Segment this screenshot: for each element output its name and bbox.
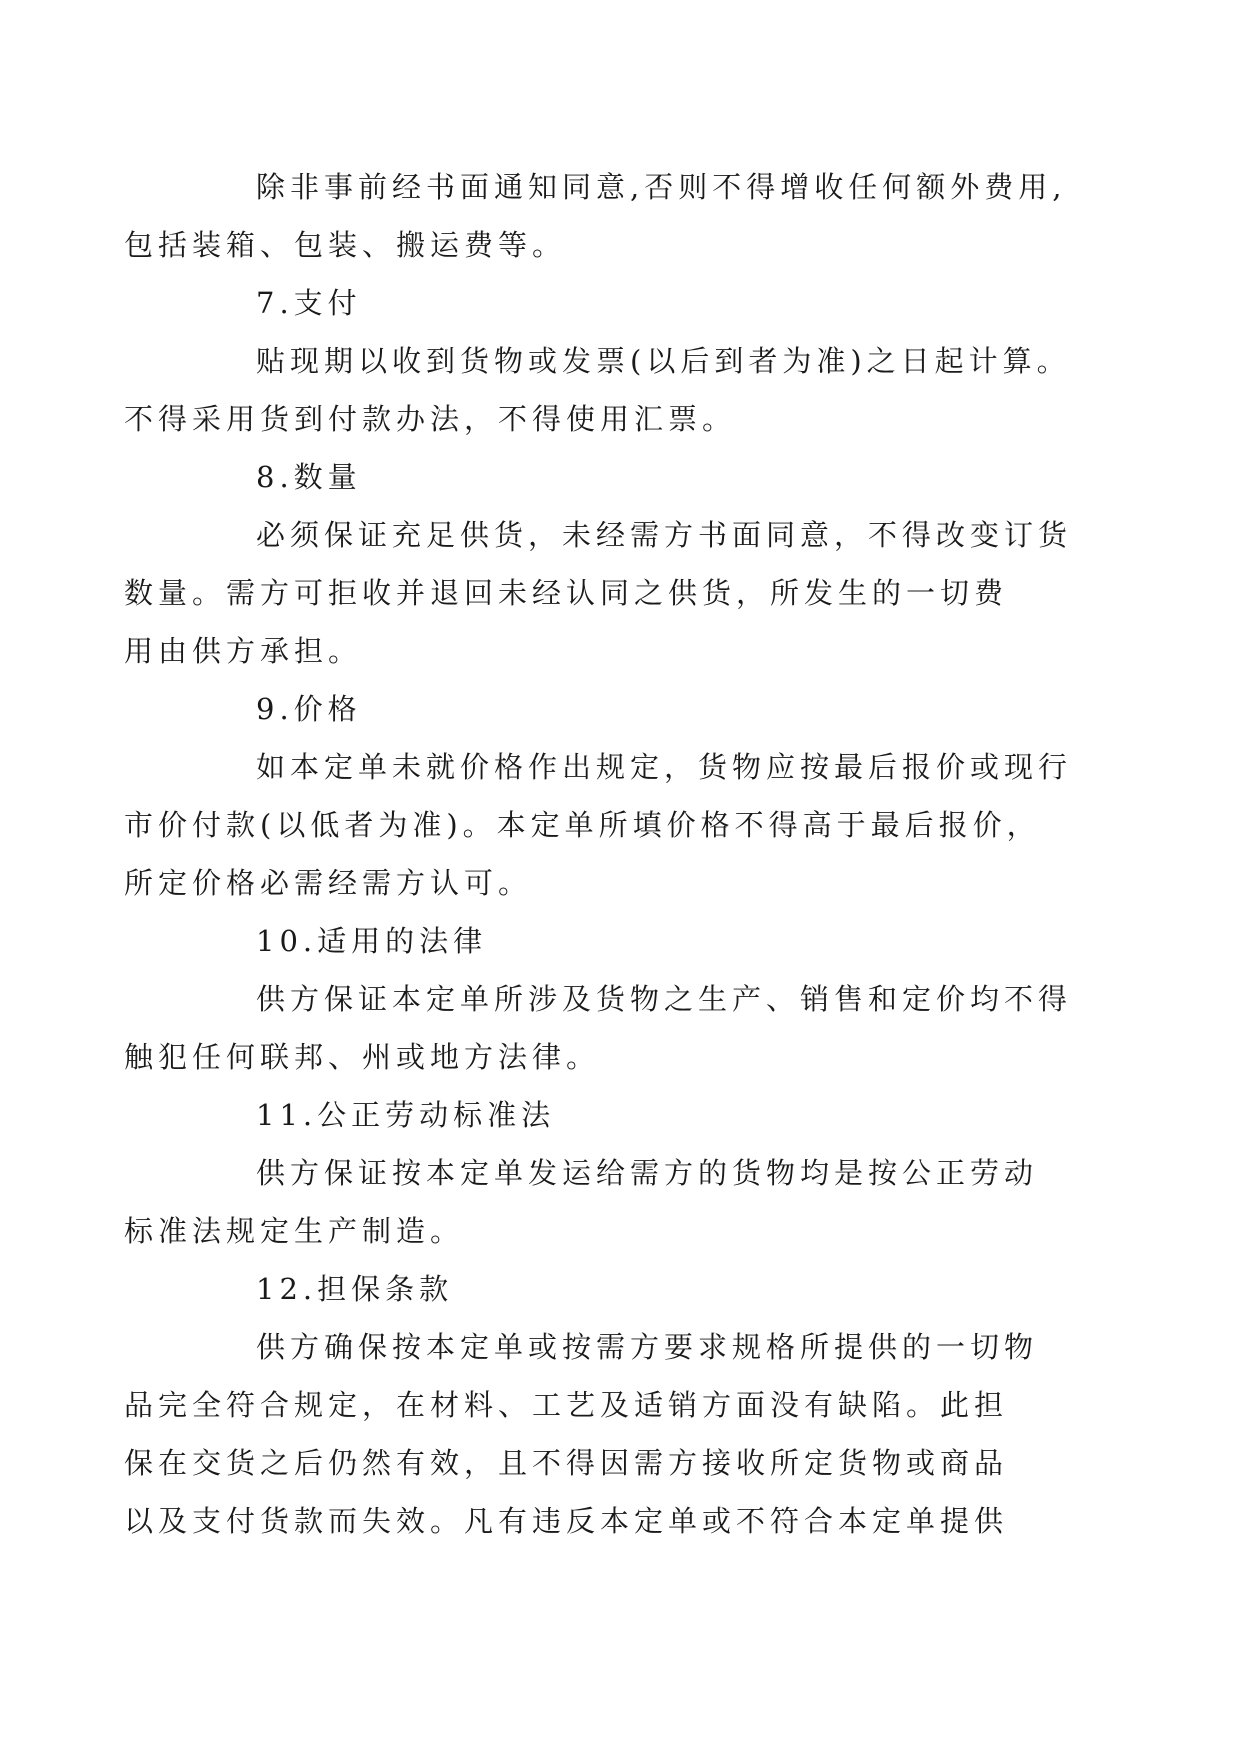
section-heading-fair-labor: 11.公正劳动标准法 bbox=[256, 1098, 556, 1132]
text-line: 品完全符合规定，在材料、工艺及适销方面没有缺陷。此担 bbox=[124, 1388, 1009, 1422]
section-heading-payment: 7.支付 bbox=[256, 286, 362, 320]
paragraph-payment bbox=[124, 332, 1071, 448]
text-line: 所定价格必需经需方认可。 bbox=[124, 866, 533, 900]
section-heading-price: 9.价格 bbox=[256, 692, 362, 726]
paragraph-quantity bbox=[124, 506, 1073, 680]
text-line: 保在交货之后仍然有效，且不得因需方接收所定货物或商品 bbox=[124, 1446, 1009, 1480]
text-line: 触犯任何联邦、州或地方法律。 bbox=[124, 1040, 601, 1074]
text-line: 除非事前经书面通知同意,否则不得增收任何额外费用, bbox=[256, 170, 1067, 204]
text-line: 供方确保按本定单或按需方要求规格所提供的一切物 bbox=[256, 1330, 1039, 1364]
paragraph-price bbox=[124, 738, 1073, 912]
text-line: 以及支付货款而失效。凡有违反本定单或不符合本定单提供 bbox=[124, 1504, 1009, 1538]
paragraph-warranty bbox=[124, 1318, 1070, 1550]
text-line: 供方保证本定单所涉及货物之生产、销售和定价均不得 bbox=[256, 982, 1073, 1016]
text-line: 必须保证充足供货，未经需方书面同意，不得改变订货 bbox=[256, 518, 1073, 552]
paragraph-extra-fees bbox=[124, 158, 1070, 274]
text-line: 如本定单未就价格作出规定，货物应按最后报价或现行 bbox=[256, 750, 1073, 784]
paragraph-applicable-law bbox=[124, 970, 1073, 1086]
text-line: 用由供方承担。 bbox=[124, 634, 363, 668]
text-line: 贴现期以收到货物或发票(以后到者为准)之日起计算。 bbox=[256, 344, 1071, 378]
text-line: 不得采用货到付款办法，不得使用汇票。 bbox=[124, 402, 737, 436]
section-heading-warranty: 12.担保条款 bbox=[256, 1272, 454, 1306]
section-heading-quantity: 8.数量 bbox=[256, 460, 362, 494]
text-line: 包括装箱、包装、搬运费等。 bbox=[124, 228, 567, 262]
text-line: 标准法规定生产制造。 bbox=[124, 1214, 465, 1248]
text-line: 数量。需方可拒收并退回未经认同之供货，所发生的一切费 bbox=[124, 576, 1009, 610]
text-line: 供方保证按本定单发运给需方的货物均是按公正劳动 bbox=[256, 1156, 1039, 1190]
document-body bbox=[124, 158, 1073, 1550]
section-heading-applicable-law: 10.适用的法律 bbox=[256, 924, 488, 958]
paragraph-fair-labor bbox=[124, 1144, 1070, 1260]
text-line: 市价付款(以低者为准)。本定单所填价格不得高于最后报价， bbox=[124, 808, 1041, 842]
